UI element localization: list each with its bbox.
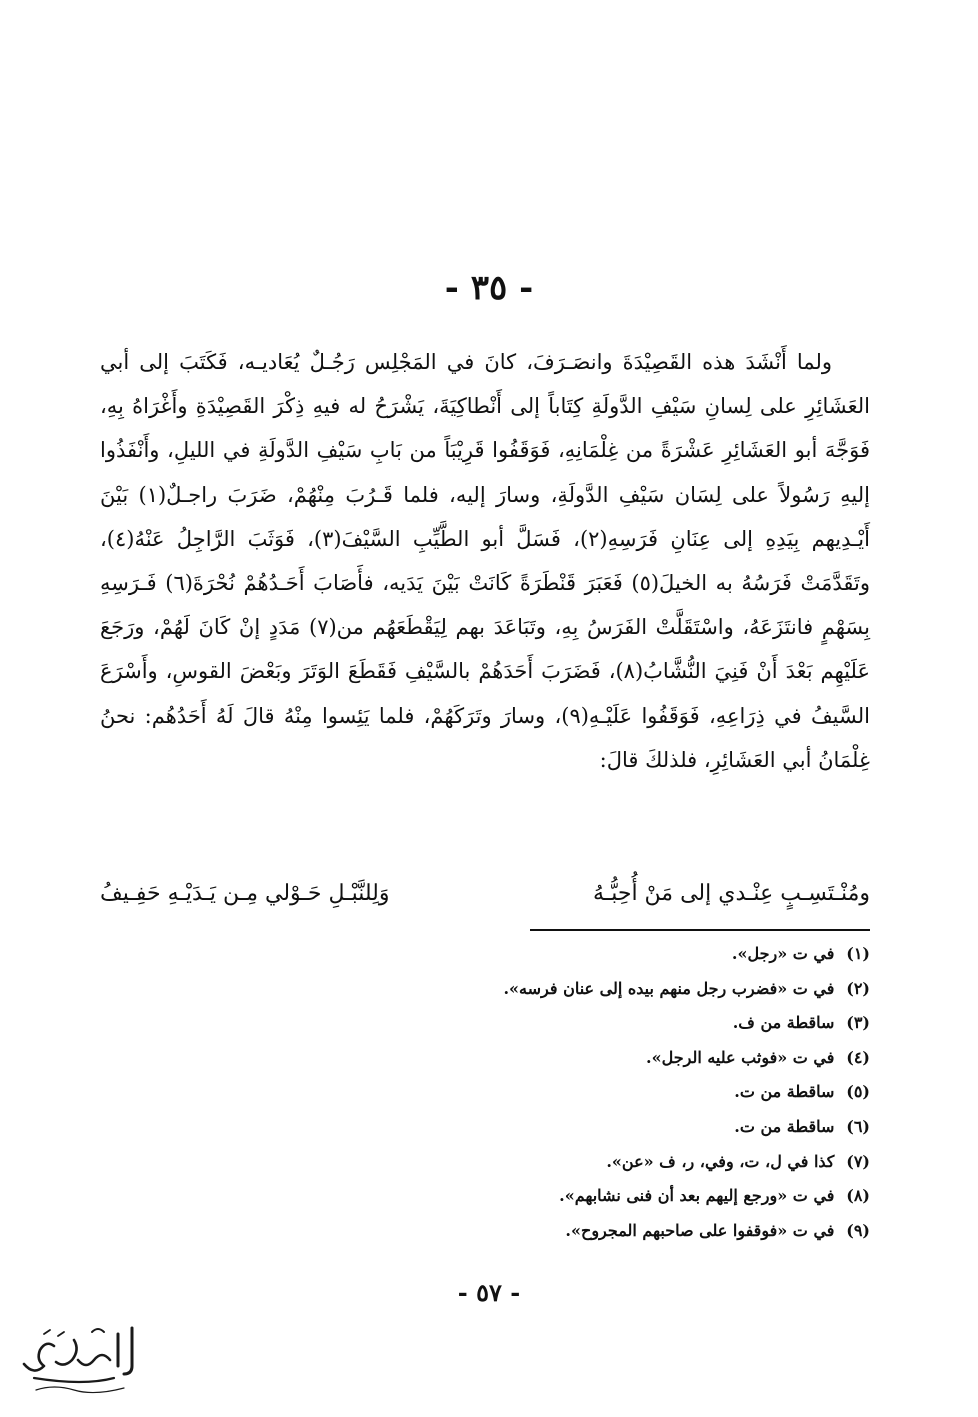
page-number-bottom: - ٥٧ - <box>457 1278 521 1307</box>
footnote-divider <box>530 929 870 931</box>
footnote-text: كذا في ل، ت، وفي، ر، ف «عن». <box>606 1151 835 1171</box>
footnote-item <box>100 937 870 972</box>
footnote-item <box>100 1006 870 1041</box>
footnote-text: ساقطة من ت. <box>734 1116 835 1136</box>
footnotes-list <box>100 937 870 1248</box>
footnote-number: (٣) <box>846 1013 870 1033</box>
verse-hemistich-first: ومُنْـتَسِـبٍ عِنْـدي إلى مَنْ أُحِبُّـهُ <box>592 881 870 906</box>
footnote-number: (٦) <box>846 1116 870 1136</box>
page-number-top: - ٣٥ - <box>444 268 534 308</box>
body-paragraph-text: ولما أَنْشَدَ هذه القَصِيْدَةَ وانصَـرَفَ، كانَ في المَجْلِس رَجُـلٌ يُعَاديـه، فَكَتَبَ إلى أبي العَشَائِرِ على لِسانِ سَيْفِ الدَّولَةِ كِتَاباً إلى أَنْطاكِيَةَ، يَشْرَحُ له فيهِ ذِكْرَ القَصِيْدَةِ وأَغْرَاهُ بِهِ، فَوَجَّهَ أبو العَشَائِرِ عَشْرَةً من غِلْمَانِهِ، فَوَقَفُوا قَرِيْبَاً من بَابِ سَيْفِ الدَّولَةِ في الليلِ، وأَنْفَذُوا إليهِ رَسُولاً على لِسَان سَيْفِ الدَّولَةِ، وسارَ إليه، فلما قَـرُبَ مِنْهُمْ، ضَرَبَ راجـلٌ(١) بَيْنَ أَيْـدِيهم بِيَدِهِ إلى عِنَانِ فَرَسِهِ(٢)، فَسَلَّ أبو الطَّيِّبِ السَّيْفَ(٣)، فَوَثَبَ الرَّاجِلُ عَنْهُ(٤)، وتَقَدَّمَتْ فَرَسُهُ به الخيلَ(٥) فَعَبَرَ قَنْطَرَةً كَانَتْ بَيْنَ يَدَيه، فأَصَابَ أَحَـدُهُمْ نُحْرَةَ(٦) فَـرَسِهِ بِسَهْمٍ فانتَزَعَهُ، واسْتَقَلَّتْ الفَرَسُ بِهِ، وتَبَاعَدَ بهم لِيَقْطَعَهُم من(٧) مَدَدٍ إنْ كَانَ لَهُمْ، ورَجَعَ عَلَيْهِم بَعْدَ أَنْ فَنِيَ النُّشَّابُ(٨)، فَضَرَبَ أَحَدَهُمْ بالسَّيْفِ فَقَطَعَ الوَتَرَ وبَعْضَ القوسِ، وأَسْرَعَ السَّيفُ في ذِرَاعِهِ، فَوَقَفُوا عَلَيْـهِ(٩)، وسارَ وتَرَكَهُمْ، فلما يَئِسوا مِنْهُ قالَ لَهُ أَحَدُهُم: نحنُ غِلْمَانُ أبي العَشَائِرِ، فلذلكَ قالَ: <box>100 350 870 772</box>
footnote-item <box>100 1179 870 1214</box>
footnote-number: (٩) <box>846 1220 870 1240</box>
footnote-text: ساقطة من ت. <box>734 1082 835 1102</box>
footnote-number: (٢) <box>846 978 870 998</box>
footnote-item <box>100 1075 870 1110</box>
footnote-text: في ت «رجل». <box>731 944 835 963</box>
calligraphy-stamp-icon <box>14 1320 144 1400</box>
verse-hemistich-second: وَلِلنَّبْـلِ حَـوْلي مِـن يَـدَيْـهِ حَفِـيفُ <box>100 881 390 906</box>
footnote-item <box>100 1110 870 1145</box>
footnote-number: (٧) <box>846 1151 870 1171</box>
footnote-item <box>100 1145 870 1180</box>
footnote-number: (٨) <box>846 1186 870 1206</box>
poem-verse <box>100 872 870 916</box>
footnote-item <box>100 1041 870 1076</box>
footnote-text: ساقطة من ف. <box>732 1013 835 1033</box>
footnote-text: في ت «فوثب عليه الرجل». <box>646 1047 835 1067</box>
footnote-text: في ت «فوقفوا على صاحبهم المجروح». <box>565 1220 835 1240</box>
footnote-item <box>100 1214 870 1249</box>
footnote-item <box>100 972 870 1007</box>
footnote-text: في ت «فضرب رجل منهم بيده إلى عنان فرسه». <box>503 978 835 998</box>
footnote-number: (٤) <box>846 1047 870 1067</box>
footnote-number: (١) <box>846 944 870 963</box>
body-paragraph <box>100 340 870 782</box>
footnote-number: (٥) <box>846 1082 870 1102</box>
footnote-text: في ت «ورجع إليهم بعد أن فنى نشابهم». <box>559 1186 835 1206</box>
